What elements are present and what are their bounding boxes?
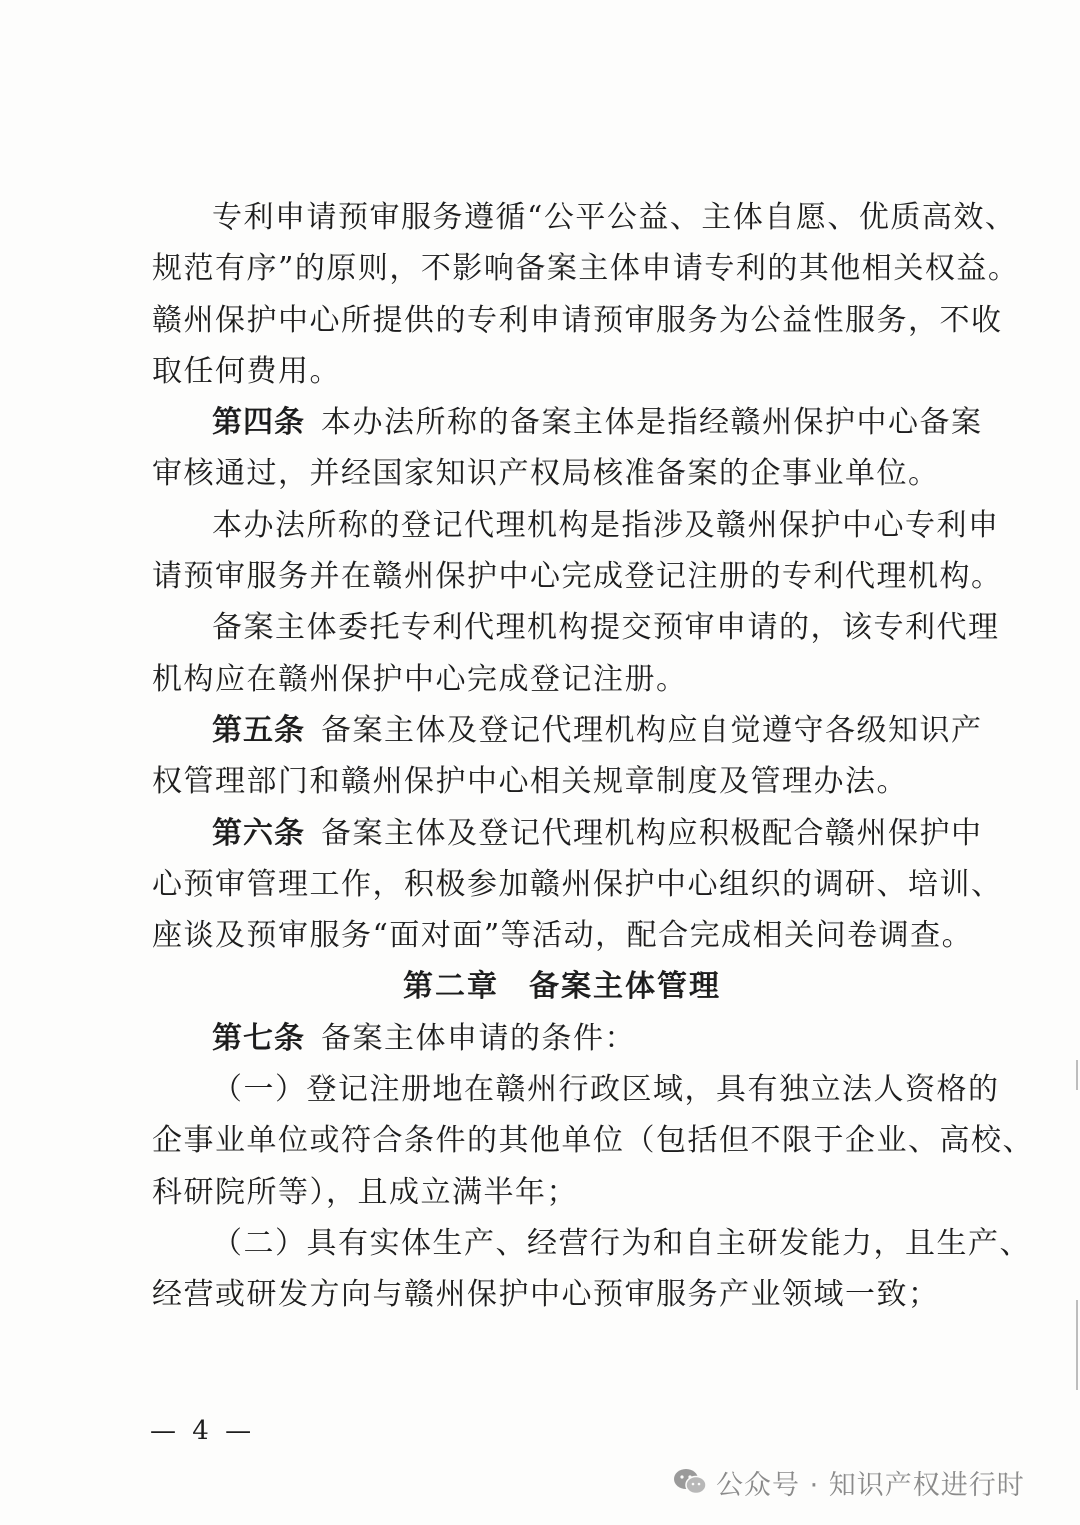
line-text: 备案主体及登记代理机构应自觉遵守各级知识产 <box>321 712 983 748</box>
line-text: 企事业单位或符合条件的其他单位（包括但不限于企业、高校、 <box>152 1123 1034 1159</box>
line-text: （一）登记注册地在赣州行政区域，具有独立法人资格的 <box>212 1072 1000 1108</box>
chapter-heading <box>152 961 952 1012</box>
watermark-text: 公众号 · 知识产权进行时 <box>716 1469 1025 1501</box>
line-text: 请预审服务并在赣州保护中心完成登记注册的专利代理机构。 <box>152 559 1003 595</box>
line-text: 备案主体申请的条件： <box>321 1020 636 1056</box>
text-line <box>152 654 952 705</box>
text-line <box>152 1013 952 1064</box>
text-line <box>152 500 1000 551</box>
wechat-icon <box>672 1466 708 1498</box>
text-line <box>152 243 1020 294</box>
text-line <box>152 448 952 499</box>
line-text: 备案主体委托专利代理机构提交预审申请的，该专利代理 <box>212 610 1000 646</box>
line-text: 本办法所称的登记代理机构是指涉及赣州保护中心专利申 <box>212 507 1000 543</box>
line-text: 专利申请预审服务遵循“公平公益、主体自愿、优质高效、 <box>212 200 1017 235</box>
line-text: 权管理部门和赣州保护中心相关规章制度及管理办法。 <box>152 764 908 800</box>
line-text: 规范有序”的原则，不影响备案主体申请专利的其他相关权益。 <box>152 251 1020 287</box>
line-text: （二）具有实体生产、经营行为和自主研发能力，且生产、 <box>212 1225 1031 1261</box>
text-line <box>152 551 1003 602</box>
text-line <box>152 192 1017 243</box>
text-line <box>152 346 952 397</box>
article-heading: 第六条 <box>212 815 305 851</box>
article-heading: 第七条 <box>212 1020 305 1056</box>
scan-edge-mark <box>1076 1300 1078 1390</box>
paragraph-group-1 <box>152 192 1020 961</box>
text-line <box>152 397 983 448</box>
article-heading: 第五条 <box>212 712 305 748</box>
text-line <box>152 1218 1031 1269</box>
article-heading: 第四条 <box>212 405 305 441</box>
text-line <box>152 910 974 961</box>
text-line <box>152 705 983 756</box>
line-text: 本办法所称的备案主体是指经赣州保护中心备案 <box>321 405 983 441</box>
paragraph-group-2 <box>152 1013 1034 1321</box>
chapter-number: 第二章 <box>403 969 499 1005</box>
line-text: 座谈及预审服务“面对面”等活动，配合完成相关问卷调查。 <box>152 918 974 954</box>
chapter-title: 备案主体管理 <box>529 969 721 1005</box>
line-text: 取任何费用。 <box>152 353 341 389</box>
line-text: 经营或研发方向与赣州保护中心预审服务产业领域一致； <box>152 1277 940 1313</box>
line-text: 赣州保护中心所提供的专利申请预审服务为公益性服务，不收 <box>152 302 1003 338</box>
text-line <box>152 1269 952 1320</box>
line-text: 机构应在赣州保护中心完成登记注册。 <box>152 661 688 697</box>
text-line <box>152 1064 1000 1115</box>
text-line <box>152 756 952 807</box>
text-line <box>152 808 983 859</box>
page-number: — 4 — <box>150 1416 256 1446</box>
text-line <box>152 602 1000 653</box>
line-text: 心预审管理工作，积极参加赣州保护中心组织的调研、培训、 <box>152 866 1003 902</box>
text-line <box>152 295 1003 346</box>
text-line <box>152 859 1003 910</box>
wechat-watermark <box>672 1460 1025 1504</box>
line-text: 审核通过，并经国家知识产权局核准备案的企事业单位。 <box>152 456 940 492</box>
scan-edge-mark <box>1076 1060 1078 1090</box>
line-text: 科研院所等），且成立满半年； <box>152 1174 578 1210</box>
line-text: 备案主体及登记代理机构应积极配合赣州保护中 <box>321 815 983 851</box>
document-body <box>152 192 1034 1321</box>
text-line <box>152 1167 952 1218</box>
text-line <box>152 1115 1034 1166</box>
